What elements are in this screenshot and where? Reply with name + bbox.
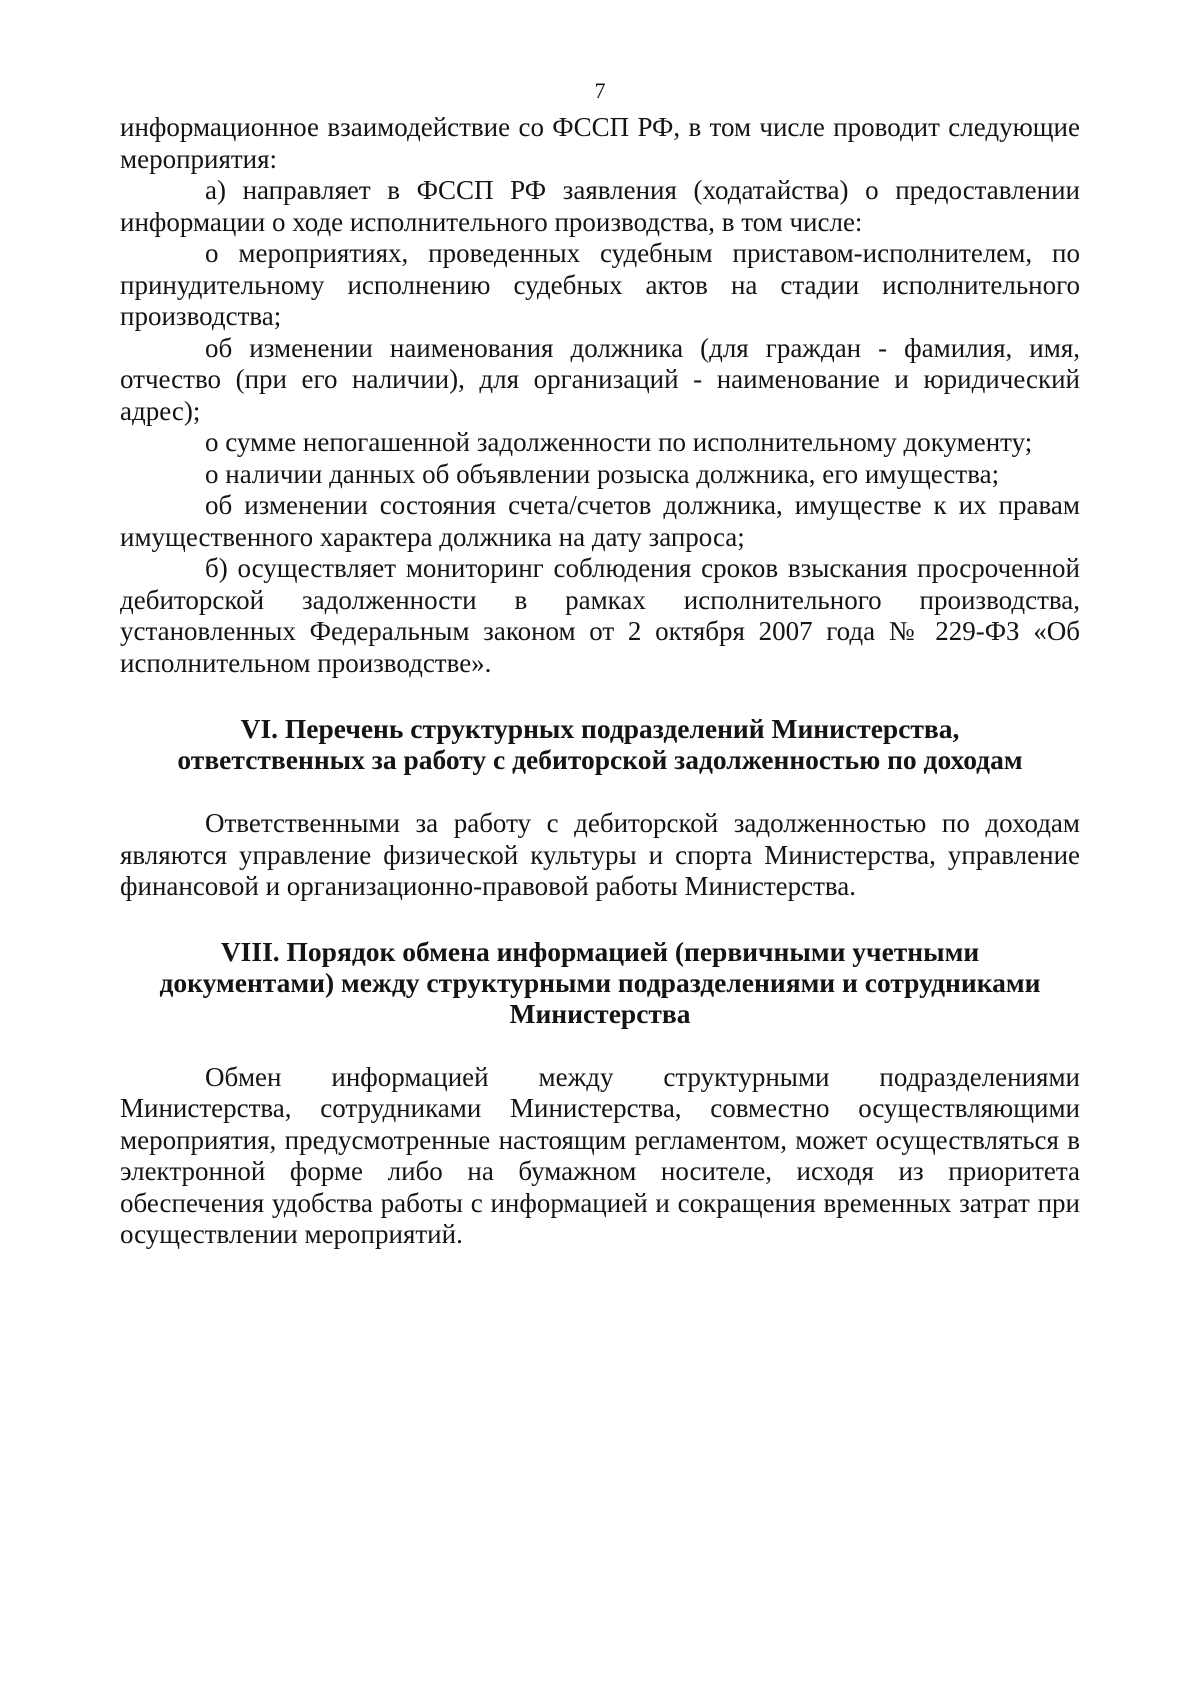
paragraph-subitem-accounts: об изменении состояния счета/счетов должника, имуществе к их правам имущественного характера должника на дату запроса; bbox=[120, 490, 1080, 552]
section-8-heading-line-2: документами) между структурными подразделениями и сотрудниками bbox=[159, 966, 1041, 998]
paragraph-item-b: б) осуществляет мониторинг соблюдения сроков взыскания просроченной дебиторской задолженности в рамках исполнительного производства, установленных Федеральным законом от 2 октября 2007 года № 229-ФЗ «Об исполнительном производстве». bbox=[120, 553, 1080, 678]
document-body bbox=[120, 112, 1080, 1251]
section-8-heading bbox=[120, 936, 1080, 1029]
paragraph-continuation: информационное взаимодействие со ФССП РФ, в том числе проводит следующие мероприятия: bbox=[120, 112, 1080, 174]
paragraph-subitem-measures: о мероприятиях, проведенных судебным приставом-исполнителем, по принудительному исполнению судебных актов на стадии исполнительного производства; bbox=[120, 238, 1080, 331]
section-6-heading-line-1: VI. Перечень структурных подразделений Министерства, bbox=[240, 713, 960, 744]
paragraph-subitem-debt-sum: о сумме непогашенной задолженности по исполнительному документу; bbox=[205, 427, 1033, 457]
paragraph-subitem-search: о наличии данных об объявлении розыска должника, его имущества; bbox=[205, 458, 1000, 489]
section-8-heading-line-3: Министерства bbox=[509, 997, 691, 1029]
page-number: 7 bbox=[594, 78, 606, 103]
paragraph-subitem-name-change: об изменении наименования должника (для граждан - фамилия, имя, отчество (при его наличии), для организаций - наименование и юридический адрес); bbox=[120, 332, 1080, 426]
section-8-heading-line-1: VIII. Порядок обмена информацией (первичными учетными bbox=[220, 935, 980, 967]
section-6-heading bbox=[120, 713, 1080, 775]
section-6-heading-line-2: ответственных за работу с дебиторской задолженностью по доходам bbox=[177, 744, 1023, 775]
paragraph-item-a: а) направляет в ФССП РФ заявления (ходатайства) о предоставлении информации о ходе исполнительного производства, в том числе: bbox=[120, 175, 1080, 237]
section-8-paragraph: Обмен информацией между структурными подразделениями Министерства, сотрудниками Министерства, совместно осуществляющими мероприятия, предусмотренные настоящим регламентом, может осуществляться в электронной форме либо на бумажном носителе, исходя из приоритета обеспечения удобства работы с информацией и сокращения временных затрат при осуществлении мероприятий. bbox=[120, 1061, 1080, 1249]
section-6-paragraph: Ответственными за работу с дебиторской задолженностью по доходам являются управление физической культуры и спорта Министерства, управление финансовой и организационно-правовой работы Министерства. bbox=[120, 808, 1080, 901]
